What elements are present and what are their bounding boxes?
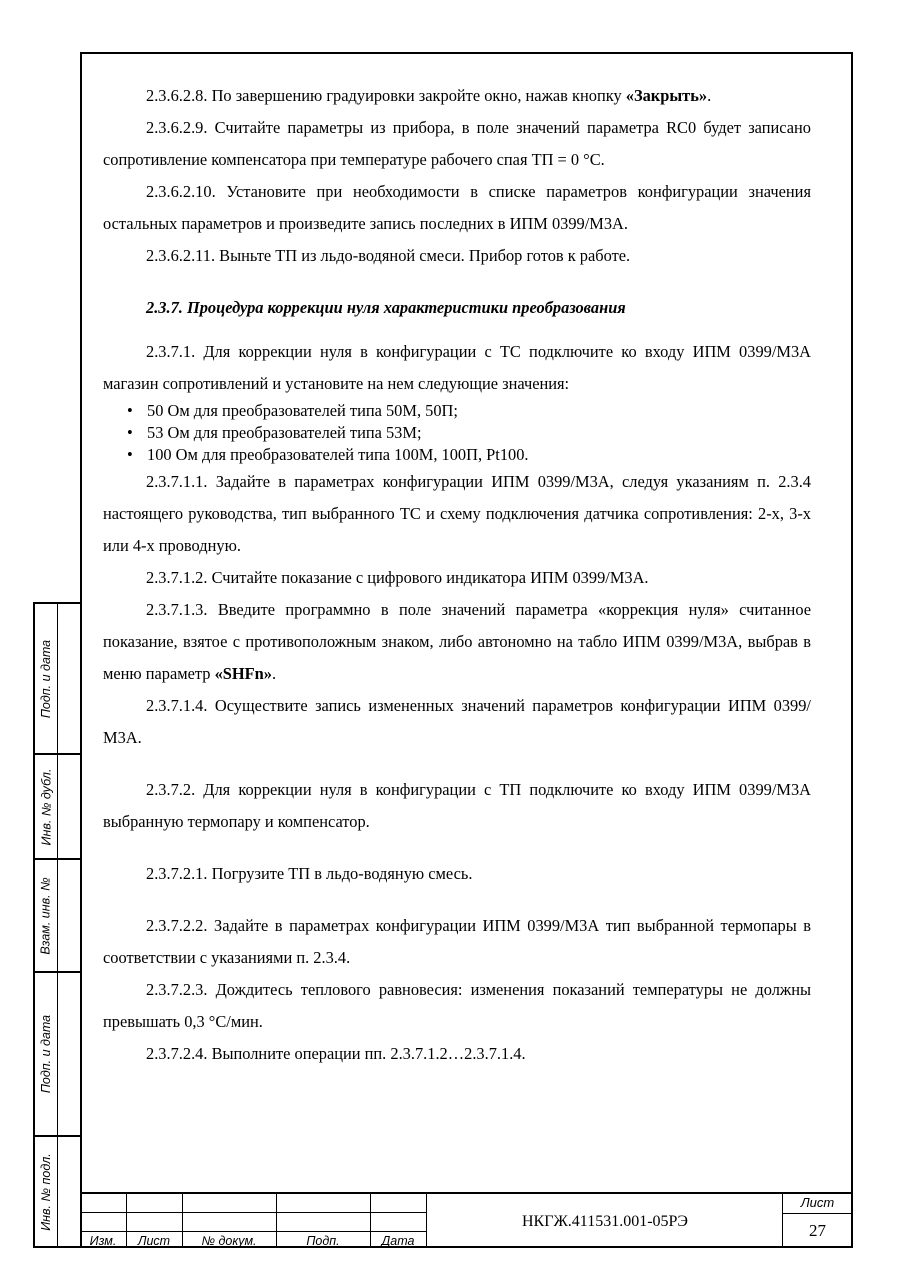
list-item: • 50 Ом для преобразователей типа 50М, 50П; <box>147 400 811 422</box>
side-cell-inv-dubl <box>33 753 80 860</box>
col-izm: Изм. <box>89 1234 117 1248</box>
paragraph: 2.3.6.2.9. Считайте параметры из прибора, в поле значений параметра RC0 будет записано сопротивление компенсатора при температуре рабочего спая ТП = 0 °С. <box>103 118 811 169</box>
paragraph: 2.3.6.2.10. Установите при необходимости в списке параметров конфигурации значения остальных параметров и произведите запись последних в ИПМ 0399/М3А. <box>103 182 811 233</box>
paragraph: 2.3.7.2.3. Дождитесь теплового равновесия: изменения показаний температуры не должны превышать 0,3 °С/мин. <box>103 980 811 1031</box>
bullet-list <box>103 400 811 466</box>
paragraph <box>103 80 811 112</box>
section-heading: 2.3.7. Процедура коррекции нуля характеристики преобразования <box>146 298 626 317</box>
paragraph: 2.3.7.2.1. Погрузите ТП в льдо-водяную смесь. <box>146 864 473 883</box>
document-code: НКГЖ.411531.001-05РЭ <box>521 1213 688 1230</box>
paragraph: 2.3.6.2.11. Выньте ТП из льдо-водяной смеси. Прибор готов к работе. <box>146 246 631 265</box>
col-list: Лист <box>137 1234 171 1248</box>
paragraph <box>103 594 811 690</box>
side-label: Подп. и дата <box>39 1014 54 1094</box>
paragraph: 2.3.7.1.4. Осуществите запись измененных значений параметров конфигурации ИПМ 0399/М3А. <box>103 696 811 747</box>
col-data: Дата <box>381 1234 415 1248</box>
side-cell-podp-data-1 <box>33 602 80 755</box>
text: 2.3.7.1.3. Введите программно в поле значений параметра «коррекция нуля» считанное показание, взятое с противоположным знаком, либо автономно на табло ИПМ 0399/М3А, выбрав в меню параметр <box>103 600 811 683</box>
list-item: • 53 Ом для преобразователей типа 53М; <box>147 422 811 444</box>
paragraph: 2.3.7.1.2. Считайте показание с цифрового индикатора ИПМ 0399/М3А. <box>146 568 649 587</box>
col-podp: Подп. <box>306 1234 340 1248</box>
title-block <box>80 1192 853 1248</box>
side-cell-inv-podl <box>33 1135 80 1248</box>
side-cell-vzam-inv <box>33 858 80 973</box>
paragraph: 2.3.7.1.1. Задайте в параметрах конфигурации ИПМ 0399/М3А, следуя указаниям п. 2.3.4 настоящего руководства, тип выбранного ТС и схему подключения датчика сопротивления: 2-х, 3-х или 4-х проводную. <box>103 472 811 555</box>
sheet-label: Лист <box>800 1195 835 1210</box>
side-label: Взам. инв. № <box>39 876 54 955</box>
side-label: Инв. № подл. <box>39 1152 54 1231</box>
text: . <box>707 86 712 105</box>
sheet-number: 27 <box>809 1221 826 1240</box>
side-label: Подп. и дата <box>39 639 54 718</box>
parameter-name: «SHFn» <box>214 664 272 683</box>
side-cell-podp-data-2 <box>33 971 80 1137</box>
text: . <box>271 664 277 683</box>
grid-line <box>80 1212 426 1213</box>
text: 2.3.6.2.8. По завершению градуировки закройте окно, нажав кнопку <box>146 86 626 105</box>
button-name-zakryt: «Закрыть» <box>625 86 708 105</box>
col-dokum: № докум. <box>201 1234 257 1248</box>
paragraph: 2.3.7.2.2. Задайте в параметрах конфигурации ИПМ 0399/М3А тип выбранной термопары в соответствии с указаниями п. 2.3.4. <box>103 916 811 967</box>
list-item: • 100 Ом для преобразователей типа 100М, 100П, Pt100. <box>147 444 811 466</box>
page-content <box>103 80 811 1070</box>
grid-line <box>426 1194 427 1248</box>
side-label: Инв. № дубл. <box>39 768 53 845</box>
paragraph: 2.3.7.2.4. Выполните операции пп. 2.3.7.1.2…2.3.7.1.4. <box>146 1044 526 1063</box>
paragraph: 2.3.7.2. Для коррекции нуля в конфигурации с ТП подключите ко входу ИПМ 0399/М3А выбранную термопару и компенсатор. <box>103 780 811 831</box>
grid-line <box>80 1231 426 1232</box>
paragraph: 2.3.7.1. Для коррекции нуля в конфигурации с ТС подключите ко входу ИПМ 0399/М3А магазин сопротивлений и установите на нем следующие значения: <box>103 342 811 393</box>
